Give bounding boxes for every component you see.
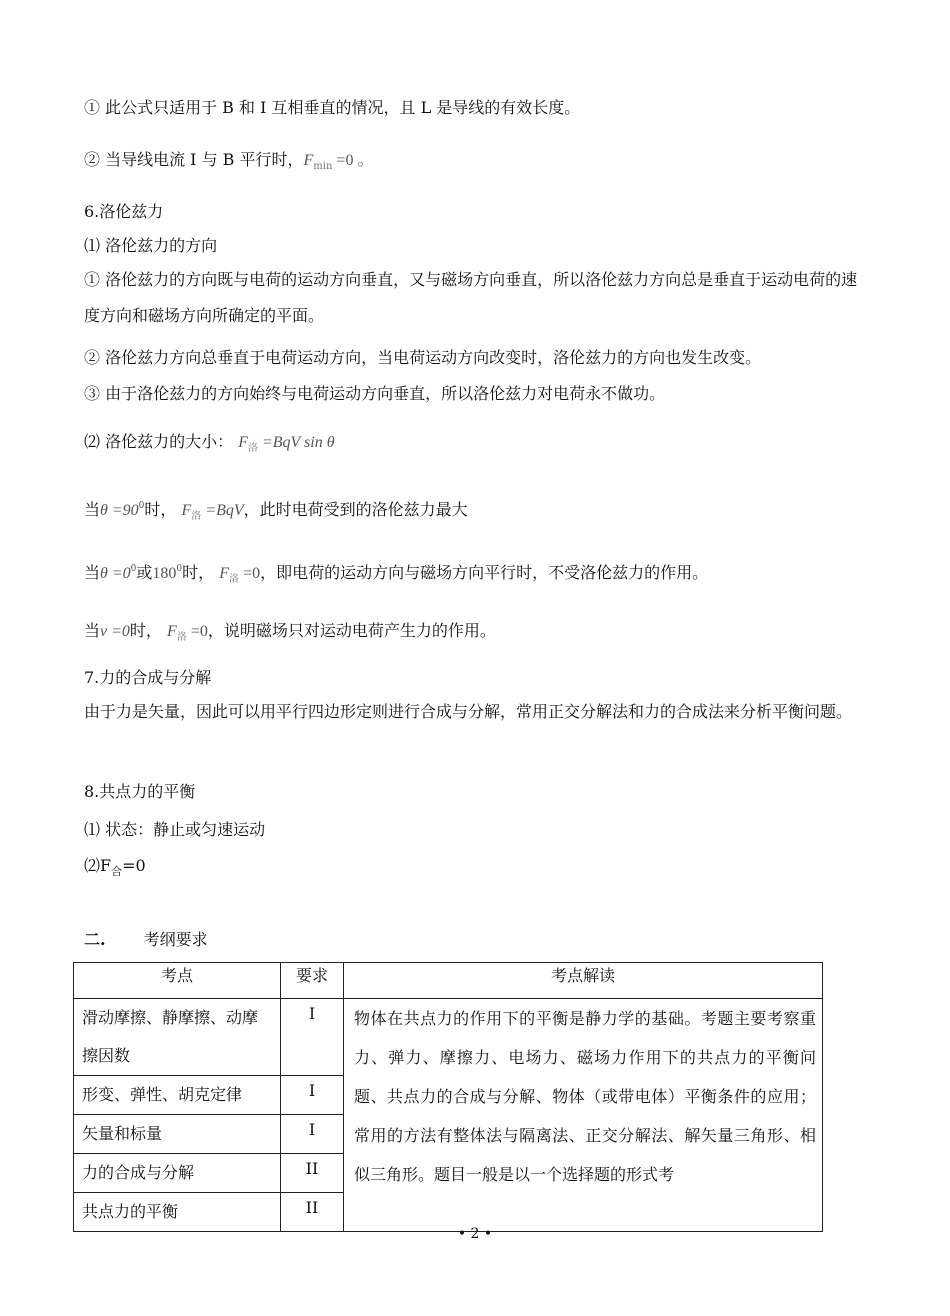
f-symbol: F: [219, 565, 230, 582]
table-header-row: [74, 963, 823, 999]
case-explanation: ，即电荷的运动方向与磁场方向平行时，不受洛伦兹力的作用。: [260, 563, 709, 582]
case-prefix: 当: [84, 621, 101, 640]
theta-180: 180: [152, 565, 177, 582]
heading-equilibrium: 8.共点力的平衡: [84, 782, 196, 801]
degree-mark: 0: [130, 564, 137, 574]
heading-lorentz: 6.洛伦兹力: [84, 202, 164, 221]
paragraph-direction-3: ③ 由于洛伦兹力的方向始终与电荷运动方向垂直，所以洛伦兹力对电荷永不做功。: [84, 384, 666, 403]
formula-note-2: [84, 150, 373, 177]
f-subscript: 洛: [176, 632, 187, 643]
force-value: =0: [239, 565, 261, 582]
force-value: =0: [186, 623, 208, 640]
or-word: 或: [136, 563, 153, 582]
row-level: II: [281, 1154, 344, 1193]
degree-mark: 0: [138, 501, 145, 511]
requirements-table: [73, 962, 823, 1232]
case-0-or-180-degrees: [84, 559, 708, 590]
row-point: 矢量和标量: [74, 1115, 281, 1154]
case-when: 时，: [129, 621, 162, 640]
case-prefix: 当: [84, 500, 101, 519]
row-level: I: [281, 1076, 344, 1115]
equilibrium-state: ⑴ 状态：静止或匀速运动: [84, 820, 266, 839]
velocity-value: v =0: [100, 623, 130, 640]
formula-note-1: ① 此公式只适用于 B 和 I 互相垂直的情况，且 L 是导线的有效长度。: [84, 98, 581, 117]
case-90-degrees: [84, 496, 468, 527]
row-level: I: [281, 999, 344, 1076]
section-title: 考纲要求: [143, 930, 208, 949]
f-subscript: 洛: [247, 443, 258, 454]
case-prefix: 当: [84, 563, 101, 582]
heading-composition: 7.力的合成与分解: [84, 668, 212, 687]
force-value: =BqV: [201, 502, 244, 519]
case-explanation: ，说明磁场只对运动电荷产生力的作用。: [207, 621, 496, 640]
section-number: 二.: [84, 930, 106, 949]
theta-value: θ =0: [100, 565, 131, 582]
equilibrium-condition: [84, 856, 146, 882]
note-2-text: ② 当导线电流 I 与 B 平行时，: [84, 150, 304, 169]
row-level: I: [281, 1115, 344, 1154]
page-number: • 2 •: [457, 1226, 493, 1242]
lorentz-formula: =BqV sin θ: [257, 434, 335, 451]
paragraph-direction-1: ① 洛伦兹力的方向既与电荷的运动方向垂直，又与磁场方向垂直，所以洛伦兹力方向总是垂直于运动电荷的速度方向和磁场方向所确定的平面。: [84, 270, 858, 325]
f-min-value: =0 。: [332, 152, 374, 169]
f-symbol: F: [238, 434, 248, 451]
row-point: 力的合成与分解: [74, 1154, 281, 1193]
magnitude-label: ⑵ 洛伦兹力的大小：: [84, 432, 234, 451]
table-row: [74, 999, 823, 1076]
subheading-magnitude: [84, 432, 335, 459]
paragraph-direction-2: ② 洛伦兹力方向总垂直于电荷运动方向，当电荷运动方向改变时，洛伦兹力的方向也发生改变。: [84, 348, 762, 367]
f-symbol: F: [303, 152, 314, 169]
header-interpretation: 考点解读: [344, 963, 823, 999]
case-when: 时，: [144, 500, 177, 519]
row-level: II: [281, 1193, 344, 1232]
interpretation-cell: 物体在共点力的作用下的平衡是静力学的基础。考题主要考察重力、弹力、摩擦力、电场力、磁场力作用下的共点力的平衡问题、共点力的合成与分解、物体（或带电体）平衡条件的应用；常用的方法有整体法与隔离法、正交分解法、解矢量三角形、相似三角形。题目一般是以一个选择题的形式考: [344, 999, 823, 1232]
case-zero-velocity: [84, 621, 496, 648]
f-subscript: min: [313, 161, 333, 172]
row-point: 形变、弹性、胡克定律: [74, 1076, 281, 1115]
section-two-heading: [84, 930, 208, 950]
header-level: 要求: [281, 963, 344, 999]
f-symbol: F: [167, 623, 177, 640]
f-symbol: F: [181, 502, 192, 519]
condition-subscript: 合: [111, 865, 123, 879]
row-point: 共点力的平衡: [74, 1193, 281, 1232]
row-point: 滑动摩擦、静摩擦、动摩擦因数: [74, 999, 281, 1076]
f-subscript: 洛: [229, 574, 240, 585]
paragraph-composition: 由于力是矢量，因此可以用平行四边形定则进行合成与分解，常用正交分解法和力的合成法来分析平衡问题。: [84, 702, 853, 721]
theta-value: θ =90: [100, 502, 139, 519]
condition-value: =0: [122, 856, 146, 875]
f-subscript: 洛: [191, 511, 202, 522]
condition-f: ⑵F: [84, 856, 112, 875]
header-point: 考点: [74, 963, 281, 999]
case-explanation: ，此时电荷受到的洛伦兹力最大: [243, 500, 468, 519]
case-when: 时，: [182, 563, 215, 582]
subheading-direction: ⑴ 洛伦兹力的方向: [84, 236, 218, 255]
degree-mark: 0: [176, 564, 183, 574]
